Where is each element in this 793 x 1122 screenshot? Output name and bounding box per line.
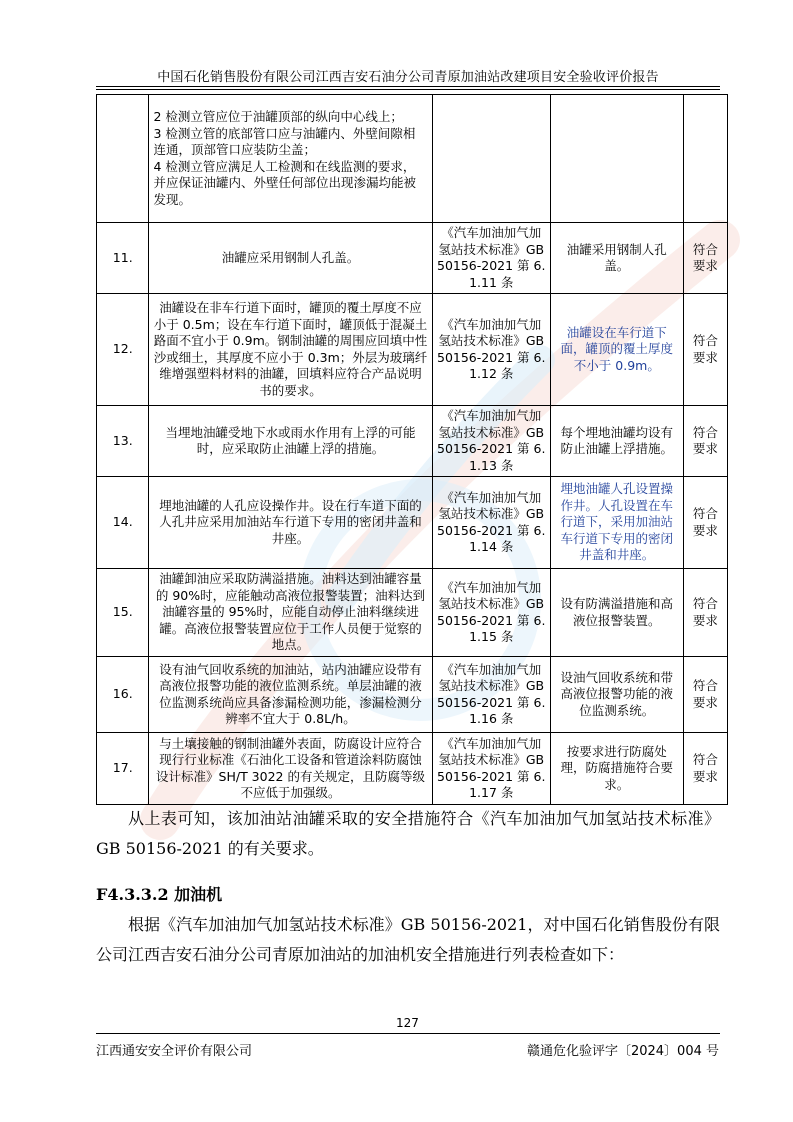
- cell-basis: [432, 95, 550, 223]
- cell-result: 设有防满溢措施和高液位报警装置。: [550, 569, 683, 657]
- table-row: [97, 95, 728, 223]
- requirement-line: 当埋地油罐受地下水或雨水作用有上浮的可能时，应采取防止油罐上浮的措施。: [165, 424, 416, 456]
- page-header-title: 中国石化销售股份有限公司江西吉安石油分公司青原加油站改建项目安全验收评价报告: [157, 70, 659, 85]
- cell-conclusion: 符合要求: [683, 294, 727, 406]
- cell-basis: 《汽车加油加气加氢站技术标准》GB 50156-2021 第 6.1.17 条: [432, 733, 550, 805]
- cell-number: 11.: [97, 223, 149, 294]
- table-row: [97, 223, 728, 294]
- cell-result: 油罐设在车行道下面，罐顶的覆土厚度不小于 0.9m。: [550, 294, 683, 406]
- cell-conclusion: 符合要求: [683, 733, 727, 805]
- cell-requirement: [149, 477, 432, 569]
- cell-conclusion: [683, 95, 727, 223]
- table-row: [97, 406, 728, 477]
- cell-basis: 《汽车加油加气加氢站技术标准》GB 50156-2021 第 6.1.12 条: [432, 294, 550, 406]
- requirement-line: 与土壤接触的钢制油罐外表面，防腐设计应符合现行行业标准《石油化工设备和管道涂料防腐蚀设计标准》SH/T 3022 的有关规定，且防腐等级不应低于加强级。: [156, 735, 425, 800]
- header-rule: [96, 86, 720, 87]
- cell-conclusion: 符合要求: [683, 569, 727, 657]
- cell-requirement: [149, 95, 432, 223]
- conclusion-paragraph: 从上表可知，该加油站油罐采取的安全措施符合《汽车加油加气加氢站技术标准》GB 50156-2021 的有关要求。: [96, 809, 720, 858]
- cell-basis: 《汽车加油加气加氢站技术标准》GB 50156-2021 第 6.1.15 条: [432, 569, 550, 657]
- cell-requirement: [149, 569, 432, 657]
- requirement-line: 油罐卸油应采取防满溢措施。油料达到油罐容量的 90%时，应能触动高液位报警装置；油料达到油罐容量的 95%时，应能自动停止油料继续进罐。高液位报警装置应位于工作人员便于觉察的地点。: [155, 571, 426, 653]
- cell-requirement: [149, 406, 432, 477]
- cell-basis: 《汽车加油加气加氢站技术标准》GB 50156-2021 第 6.1.14 条: [432, 477, 550, 569]
- table-row: [97, 294, 728, 406]
- cell-number: 12.: [97, 294, 149, 406]
- requirement-line: 油罐设在非车行道下面时，罐顶的覆土厚度不应小于 0.5m；设在车行道下面时，罐顶低于混凝土路面不宜小于 0.9m。钢制油罐的周围应回填中性沙或细土，其厚度不应小于 0.3m；外层为玻璃纤维增强塑料材料的油罐，回填料应符合产品说明书的要求。: [153, 300, 428, 398]
- header-rule-thin: [96, 89, 720, 90]
- cell-basis: 《汽车加油加气加氢站技术标准》GB 50156-2021 第 6.1.11 条: [432, 223, 550, 294]
- cell-basis: 《汽车加油加气加氢站技术标准》GB 50156-2021 第 6.1.13 条: [432, 406, 550, 477]
- page-number: 127: [396, 1016, 419, 1030]
- cell-number: 15.: [97, 569, 149, 657]
- cell-result: 埋地油罐人孔设置操作井。人孔设置在车行道下，采用加油站车行道下专用的密闭井盖和井座。: [550, 477, 683, 569]
- cell-conclusion: 符合要求: [683, 477, 727, 569]
- cell-conclusion: 符合要求: [683, 657, 727, 733]
- cell-requirement: [149, 733, 432, 805]
- cell-conclusion: 符合要求: [683, 406, 727, 477]
- cell-number: 14.: [97, 477, 149, 569]
- table-row: [97, 477, 728, 569]
- requirement-line: 4 检测立管应满足人工检测和在线监测的要求，并应保证油罐内、外壁任何部位出现渗漏均能被发现。: [153, 158, 416, 207]
- requirement-line: 设有油气回收系统的加油站，站内油罐应设带有高液位报警功能的液位监测系统。单层油罐的液位监测系统尚应具备渗漏检测功能，渗漏检测分辨率不宜大于 0.8L/h。: [159, 661, 422, 726]
- cell-result: 油罐采用钢制人孔盖。: [550, 223, 683, 294]
- requirement-line: 3 检测立管的底部管口应与油罐内、外壁间隙相连通，顶部管口应装防尘盖；: [153, 125, 416, 157]
- cell-basis: 《汽车加油加气加氢站技术标准》GB 50156-2021 第 6.1.16 条: [432, 657, 550, 733]
- cell-result: 每个埋地油罐均设有防止油罐上浮措施。: [550, 406, 683, 477]
- cell-requirement: [149, 294, 432, 406]
- cell-number: 17.: [97, 733, 149, 805]
- cell-result: 设油气回收系统和带高液位报警功能的液位监测系统。: [550, 657, 683, 733]
- cell-requirement: [149, 223, 432, 294]
- table-row: [97, 733, 728, 805]
- cell-number: 13.: [97, 406, 149, 477]
- cell-conclusion: 符合要求: [683, 223, 727, 294]
- cell-result: [550, 95, 683, 223]
- cell-number: 16.: [97, 657, 149, 733]
- requirement-line: 埋地油罐的人孔应设操作井。设在行车道下面的人孔井应采用加油站车行道下专用的密闭井盖和井座。: [159, 497, 422, 546]
- section-title: F4.3.3.2 加油机: [96, 885, 223, 904]
- intro-paragraph: 根据《汽车加油加气加氢站技术标准》GB 50156-2021，对中国石化销售股份有限公司江西吉安石油分公司青原加油站的加油机安全措施进行列表检查如下：: [96, 915, 720, 964]
- table-row: [97, 657, 728, 733]
- footer-company: 江西通安安全评价有限公司: [96, 1044, 253, 1059]
- footer-rule: [96, 1033, 720, 1034]
- footer-doc-number: 赣通危化验评字〔2024〕004 号: [526, 1044, 719, 1059]
- requirement-line: 油罐应采用钢制人孔盖。: [221, 249, 360, 265]
- table-row: [97, 569, 728, 657]
- cell-result: 按要求进行防腐处理，防腐措施符合要求。: [550, 733, 683, 805]
- cell-number: [97, 95, 149, 223]
- safety-checklist-table: [96, 94, 728, 805]
- requirement-line: 2 检测立管应位于油罐顶部的纵向中心线上；: [153, 109, 403, 124]
- cell-requirement: [149, 657, 432, 733]
